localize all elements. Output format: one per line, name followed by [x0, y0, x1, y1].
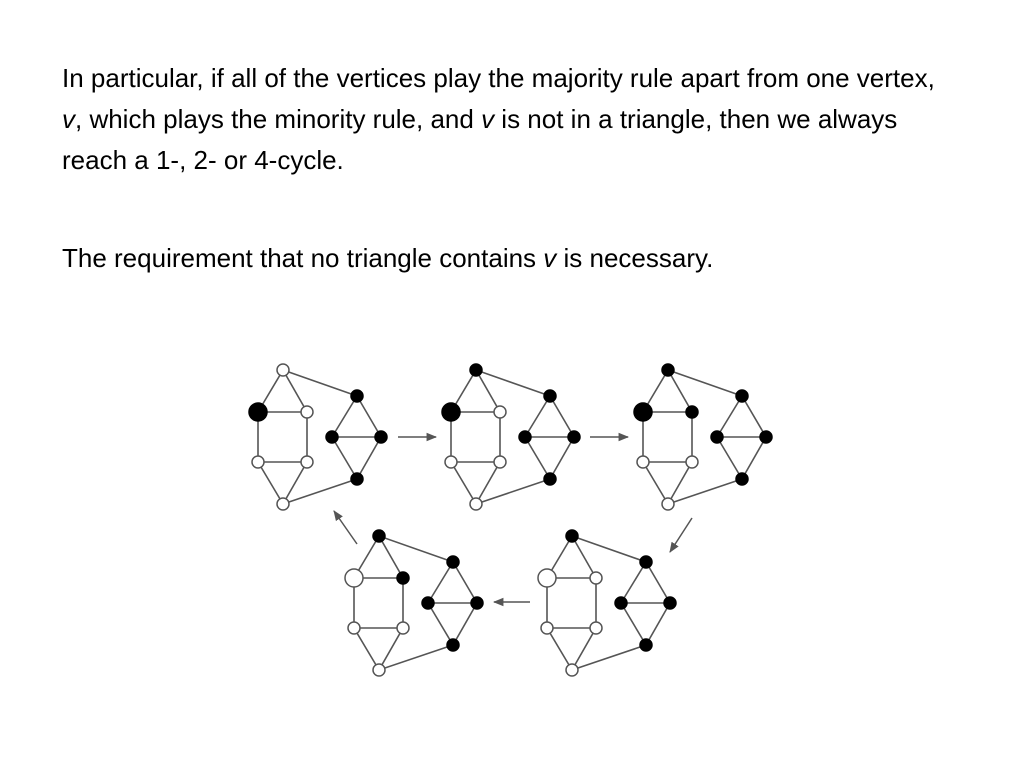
vertex-right-right-black: [760, 431, 772, 443]
graph-edge: [357, 396, 381, 437]
graph-edge: [379, 536, 403, 578]
graph-edge: [354, 628, 379, 670]
vertex-bottom-white: [373, 664, 385, 676]
graph-edge: [332, 396, 357, 437]
graph-edge: [453, 562, 477, 603]
vertex-bottom-right-white: [494, 456, 506, 468]
vertex-top-black: [470, 364, 482, 376]
graphs-layer: [249, 364, 772, 676]
graph-edge: [646, 562, 670, 603]
graph-edge: [621, 562, 646, 603]
vertex-top-white: [277, 364, 289, 376]
graph-edge: [668, 479, 742, 504]
vertex-right-top-black: [544, 390, 556, 402]
graph-edge: [283, 370, 357, 396]
vertex-left-black: [634, 403, 652, 421]
vertex-right-right-black: [375, 431, 387, 443]
graph-edge: [357, 437, 381, 479]
graph-edge: [742, 396, 766, 437]
graph-edge: [332, 437, 357, 479]
vertex-bottom-white: [277, 498, 289, 510]
vertex-right-bottom-black: [640, 639, 652, 651]
vertex-bottom-right-white: [397, 622, 409, 634]
graph-edge: [717, 396, 742, 437]
vertex-middle-right-white: [494, 406, 506, 418]
vertex-middle-right-black: [686, 406, 698, 418]
vertex-right-bottom-black: [736, 473, 748, 485]
vertex-right-top-black: [351, 390, 363, 402]
vertex-right-top-black: [736, 390, 748, 402]
vertex-right-left-black: [422, 597, 434, 609]
graph-edge: [668, 370, 742, 396]
vertex-bottom-left-white: [348, 622, 360, 634]
paragraph-1-part-2: , which plays the minority rule, and: [75, 104, 482, 134]
paragraph-1-part-3: is not in a triangle, then we always reach a 1-, 2- or 4-cycle.: [62, 104, 898, 175]
graph-edge: [668, 370, 692, 412]
vertex-variable: v: [481, 104, 495, 134]
graph-edge: [476, 479, 550, 504]
vertex-bottom-white: [662, 498, 674, 510]
graph-edge: [283, 479, 357, 504]
vertex-middle-right-white: [301, 406, 313, 418]
graph-edge: [572, 645, 646, 670]
graph-edge: [742, 437, 766, 479]
vertex-right-bottom-black: [447, 639, 459, 651]
graph-edge: [451, 462, 476, 504]
graph-edge: [572, 536, 646, 562]
graph-state-2: [442, 364, 580, 510]
vertex-left-white: [538, 569, 556, 587]
paragraph-1-part-1: In particular, if all of the vertices play the majority rule apart from one vertex,: [62, 63, 935, 93]
vertex-left-white: [345, 569, 363, 587]
vertex-left-black: [442, 403, 460, 421]
vertex-right-bottom-black: [544, 473, 556, 485]
vertex-variable: v: [62, 104, 75, 134]
vertex-top-black: [662, 364, 674, 376]
vertex-bottom-white: [566, 664, 578, 676]
vertex-right-right-black: [568, 431, 580, 443]
graph-state-1: [249, 364, 387, 510]
graph-edge: [550, 396, 574, 437]
graph-edge: [283, 370, 307, 412]
vertex-variable: v: [543, 243, 557, 273]
graph-edge: [525, 437, 550, 479]
vertex-bottom-left-white: [252, 456, 264, 468]
graph-edge: [572, 536, 596, 578]
transition-arrow-state-3-to-state-4: [670, 518, 692, 552]
vertex-bottom-right-white: [301, 456, 313, 468]
vertex-right-top-black: [640, 556, 652, 568]
vertex-bottom-left-white: [541, 622, 553, 634]
graph-edge: [258, 462, 283, 504]
graph-edge: [525, 396, 550, 437]
transition-arrow-state-5-to-state-1: [334, 511, 357, 544]
vertex-bottom-right-white: [686, 456, 698, 468]
graph-edge: [476, 370, 500, 412]
graph-edge: [717, 437, 742, 479]
graph-edge: [621, 603, 646, 645]
vertex-bottom-left-white: [637, 456, 649, 468]
graph-edge: [646, 603, 670, 645]
vertex-top-black: [373, 530, 385, 542]
vertex-bottom-left-white: [445, 456, 457, 468]
vertex-right-top-black: [447, 556, 459, 568]
vertex-right-left-black: [519, 431, 531, 443]
vertex-middle-right-black: [397, 572, 409, 584]
graph-edge: [428, 603, 453, 645]
graph-edge: [550, 437, 574, 479]
vertex-top-black: [566, 530, 578, 542]
vertex-left-black: [249, 403, 267, 421]
graph-state-4: [345, 530, 483, 676]
graph-edge: [547, 628, 572, 670]
vertex-right-right-black: [664, 597, 676, 609]
graph-edge: [476, 370, 550, 396]
graph-state-5: [538, 530, 676, 676]
graph-edge: [643, 462, 668, 504]
vertex-right-left-black: [326, 431, 338, 443]
graph-edge: [379, 536, 453, 562]
vertex-middle-right-white: [590, 572, 602, 584]
vertex-right-bottom-black: [351, 473, 363, 485]
graph-edge: [453, 603, 477, 645]
vertex-right-left-black: [711, 431, 723, 443]
vertex-right-left-black: [615, 597, 627, 609]
vertex-bottom-white: [470, 498, 482, 510]
graph-state-3: [634, 364, 772, 510]
graph-edge: [379, 645, 453, 670]
paragraph-2-part-2: is necessary.: [556, 243, 714, 273]
graph-edge: [428, 562, 453, 603]
paragraph-2-part-1: The requirement that no triangle contains: [62, 243, 544, 273]
vertex-right-right-black: [471, 597, 483, 609]
vertex-bottom-right-white: [590, 622, 602, 634]
